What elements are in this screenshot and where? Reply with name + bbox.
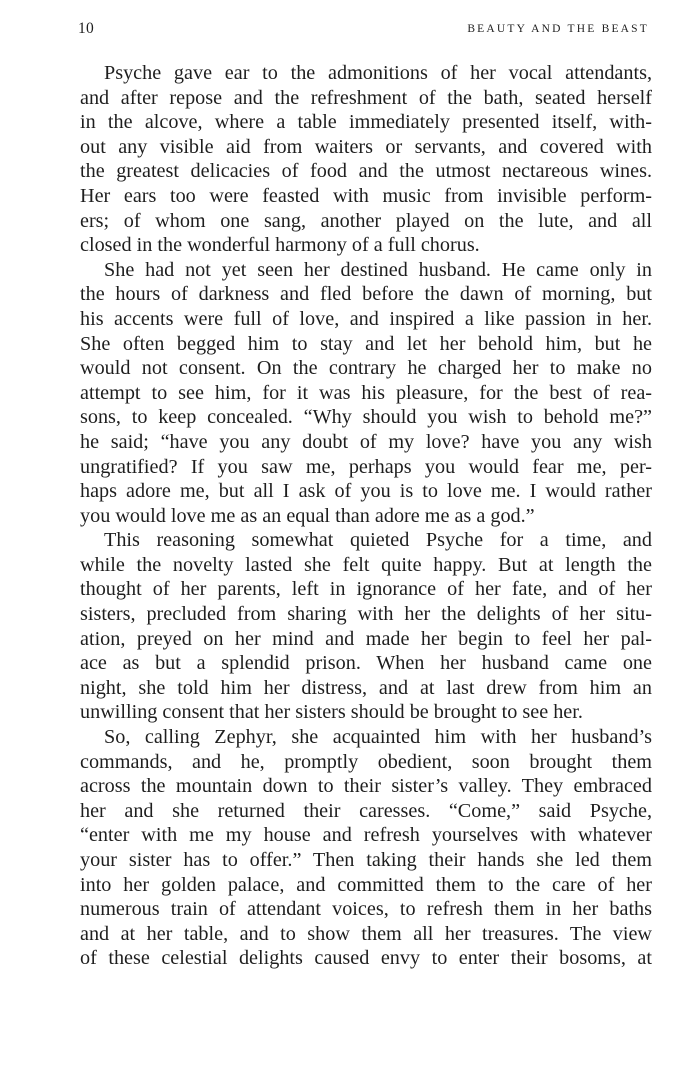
- paragraph: [80, 528, 652, 725]
- text-line: out any visible aid from waiters or servants, and covered with: [80, 135, 652, 158]
- text-line: ace as but a splendid prison. When her husband came one: [80, 652, 652, 675]
- paragraph: [80, 725, 652, 971]
- text-line: into her golden palace, and committed them to the care of her: [80, 873, 652, 896]
- text-line: She often begged him to stay and let her behold him, but he: [80, 332, 652, 355]
- text-line: thought of her parents, left in ignorance of her fate, and of her: [80, 578, 652, 601]
- paragraph: [80, 61, 652, 258]
- running-head: [78, 20, 649, 40]
- text-line: Psyche gave ear to the admonitions of her vocal attendants,: [104, 62, 652, 84]
- text-line: while the novelty lasted she felt quite happy. But at length the: [80, 553, 652, 576]
- text-line: closed in the wonderful harmony of a full chorus.: [80, 234, 480, 257]
- text-line: the greatest delicacies of food and the utmost nectareous wines.: [80, 160, 652, 183]
- running-title: BEAUTY AND THE BEAST: [467, 23, 649, 35]
- text-line: and after repose and the refreshment of the bath, seated herself: [80, 86, 652, 109]
- text-line: “enter with me my house and refresh yourselves with whatever: [80, 824, 652, 847]
- body-text: [80, 61, 652, 971]
- text-line: in the alcove, where a table immediately presented itself, with-: [80, 111, 652, 134]
- text-line: She had not yet seen her destined husband. He came only in: [104, 258, 652, 281]
- text-line: across the mountain down to their sister’s valley. They embraced: [80, 775, 652, 798]
- text-line: he said; “have you any doubt of my love? have you any wish: [80, 430, 652, 453]
- text-line: her and she returned their caresses. “Come,” said Psyche,: [80, 799, 652, 822]
- text-line: night, she told him her distress, and at last drew from him an: [80, 676, 652, 699]
- text-line: would not consent. On the contrary he charged her to make no: [80, 357, 652, 380]
- text-line: ers; of whom one sang, another played on the lute, and all: [80, 209, 652, 232]
- text-line: numerous train of attendant voices, to refresh them in her baths: [80, 898, 652, 921]
- text-line: Her ears too were feasted with music from invisible perform-: [80, 184, 652, 207]
- text-line: and at her table, and to show them all her treasures. The view: [80, 922, 652, 945]
- text-line: you would love me as an equal than adore me as a god.”: [80, 504, 535, 527]
- text-line: sons, to keep concealed. “Why should you wish to behold me?”: [80, 406, 652, 429]
- text-line: attempt to see him, for it was his pleasure, for the best of rea-: [80, 381, 652, 404]
- text-line: of these celestial delights caused envy to enter their bosoms, at: [80, 947, 652, 970]
- text-line: This reasoning somewhat quieted Psyche for a time, and: [104, 529, 652, 552]
- text-line: commands, and he, promptly obedient, soon brought them: [80, 750, 652, 773]
- text-line: unwilling consent that her sisters should be brought to see her.: [80, 701, 583, 724]
- paragraph: [80, 258, 652, 529]
- text-line: your sister has to offer.” Then taking their hands she led them: [80, 849, 652, 871]
- text-line: So, calling Zephyr, she acquainted him with her husband’s: [104, 726, 652, 749]
- text-line: ungratified? If you saw me, perhaps you would fear me, per-: [80, 455, 652, 478]
- text-line: haps adore me, but all I ask of you is to love me. I would rather: [80, 480, 652, 503]
- text-line: sisters, precluded from sharing with her the delights of her situ-: [80, 603, 652, 626]
- text-line: his accents were full of love, and inspired a like passion in her.: [80, 307, 652, 330]
- text-line: ation, preyed on her mind and made her begin to feel her pal-: [80, 627, 652, 650]
- page-number: 10: [78, 20, 95, 37]
- text-line: the hours of darkness and fled before the dawn of morning, but: [80, 283, 652, 306]
